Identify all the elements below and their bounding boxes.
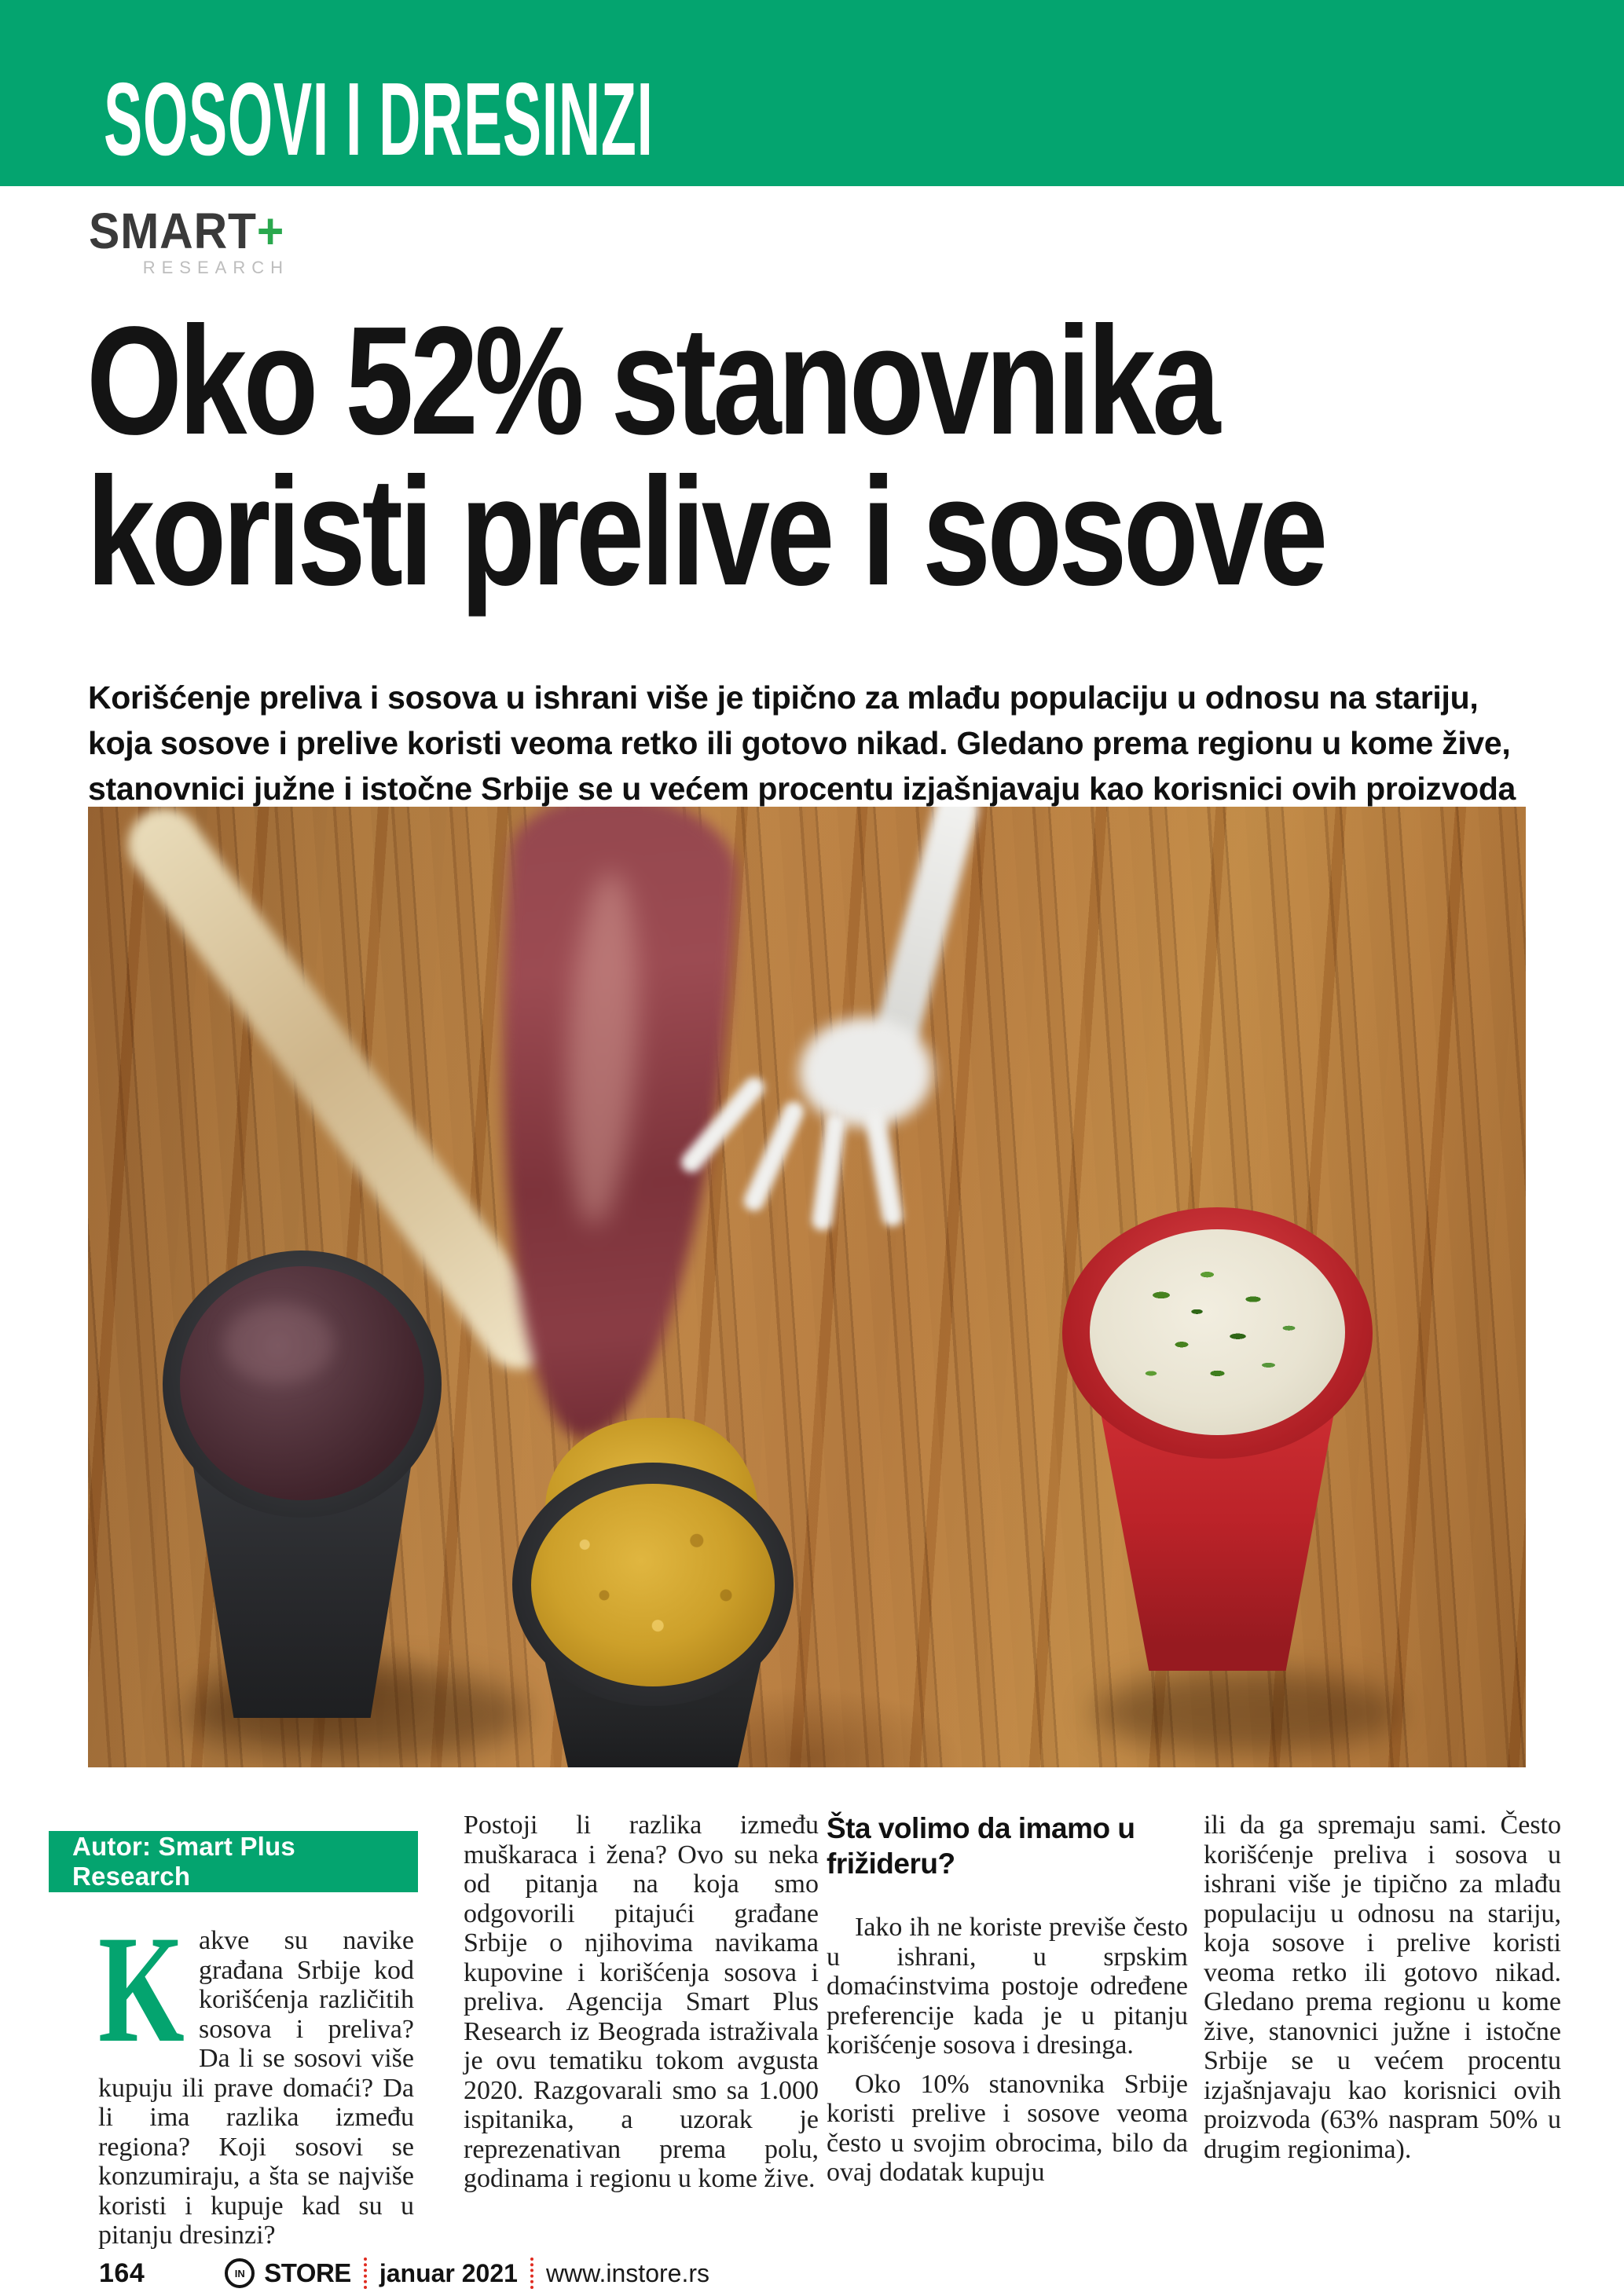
dropcap-letter: K — [98, 1904, 185, 2074]
tartar-sauce-with-herbs — [1090, 1229, 1345, 1435]
plus-icon: + — [256, 203, 285, 259]
dark-sauce — [180, 1266, 424, 1500]
photo-cup-mustard — [512, 1451, 795, 1767]
article-headline — [86, 295, 1624, 617]
photo-fork-tine — [741, 1098, 808, 1214]
column-3-paragraph-1: Iako ih ne koriste previše često u ishrani, u srpskim domaćinstvima postoje određene preferencije kada je u pitanju korišćenje sosova i dresinga. — [827, 1913, 1188, 2060]
headline-line-2: koristi prelive i sosove — [86, 445, 1325, 617]
body-column-4 — [1204, 1811, 1561, 2164]
instore-circle-icon: IN — [225, 2258, 255, 2288]
photo-cup-tartar-sauce — [1062, 1207, 1377, 1679]
logo-wordmark — [89, 203, 285, 259]
body-column-1 — [98, 1904, 414, 2250]
photo-fork-tine — [811, 1112, 848, 1232]
author-badge: Autor: Smart Plus Research — [49, 1831, 418, 1892]
page-footer — [99, 2258, 1525, 2289]
page-number: 164 — [99, 2258, 145, 2288]
smart-plus-research-logo — [89, 203, 309, 278]
column-1-paragraph — [98, 1904, 414, 2250]
photo-cup-dark-sauce — [163, 1251, 445, 1722]
dropcap-box — [98, 1904, 189, 2074]
footer-dotted-divider — [530, 2258, 533, 2289]
headline-line-1: Oko 52% stanovnika — [86, 295, 1217, 467]
hero-photo — [88, 807, 1526, 1767]
article-intro: Korišćenje preliva i sosova u ishrani više je tipično za mlađu populaciju u odnosu na stariju, koja sosove i prelive koristi veoma retko ili gotovo nikad. Gledano prema regionu u kome žive, stanovnici južne i istočne Srbije se u većem procentu izjašnjavaju kao korisnici ovih proizvoda — [88, 679, 1516, 807]
mustard-sauce — [531, 1484, 775, 1686]
photo-fork-tine — [863, 1108, 904, 1228]
column-1-text: akve su navike građana Srbije kod korišćenja različitih sosova i preliva? Da li se sosovi više kupuju ili prave domaći? Da li ima razlika između regiona? Koji sosovi se konzumiraju, a šta se najviše koristi i kupuje kad su u pitanju dresinzi? — [98, 1926, 414, 2250]
logo-research-text: RESEARCH — [142, 258, 289, 277]
section-header-band — [0, 0, 1624, 186]
footer-brand-group — [225, 2258, 709, 2289]
column-2-text: Postoji li razlika između muškaraca i žena? Ovo su neka od pitanja na koja smo odgovorili pitajući građane Srbije o njihovima navikama kupovine i korišćenja sosova i preliva. Agencija Smart Plus Research iz Beograda istraživala je ovu tematiku tokom avgusta 2020. Razgovarali smo sa 1.000 ispitanika, a uzorak je reprezenativan prema polu, godinama i regionu u kome žive. — [464, 1811, 819, 2193]
photo-fork-head — [799, 1017, 933, 1127]
footer-website-link[interactable]: www.instore.rs — [545, 2258, 709, 2287]
body-column-2 — [464, 1811, 819, 2194]
footer-dotted-divider — [364, 2258, 367, 2289]
column-3-paragraph-2: Oko 10% stanovnika Srbije koristi prelive i sosove veoma često u svojim obrocima, bilo da ovaj dodatak kupuju — [827, 2069, 1188, 2187]
footer-brand-store: STORE — [264, 2258, 351, 2287]
column-4-text: ili da ga spremaju sami. Često korišćenje preliva i sosova u ishrani više je tipično za mlađu populaciju u odnosu na stariju, koja sosove i prelive koristi veoma retko ili gotovo nikad. Gledano prema regionu u kome žive, stanovnici južne i istočne Srbije se u većem procentu izjašnjavaju kao korisnici ovih proizvoda (63% naspram 50% u drugim regionima). — [1204, 1811, 1561, 2164]
subsection-heading: Šta volimo da imamo u frižideru? — [827, 1812, 1135, 1880]
footer-issue-date: januar 2021 — [379, 2258, 518, 2287]
body-column-3 — [827, 1811, 1188, 2188]
logo-smart-text: SMART — [89, 203, 257, 259]
section-title: SOSOVI I DRESINZI — [104, 61, 654, 177]
photo-shadow — [1094, 1671, 1400, 1753]
